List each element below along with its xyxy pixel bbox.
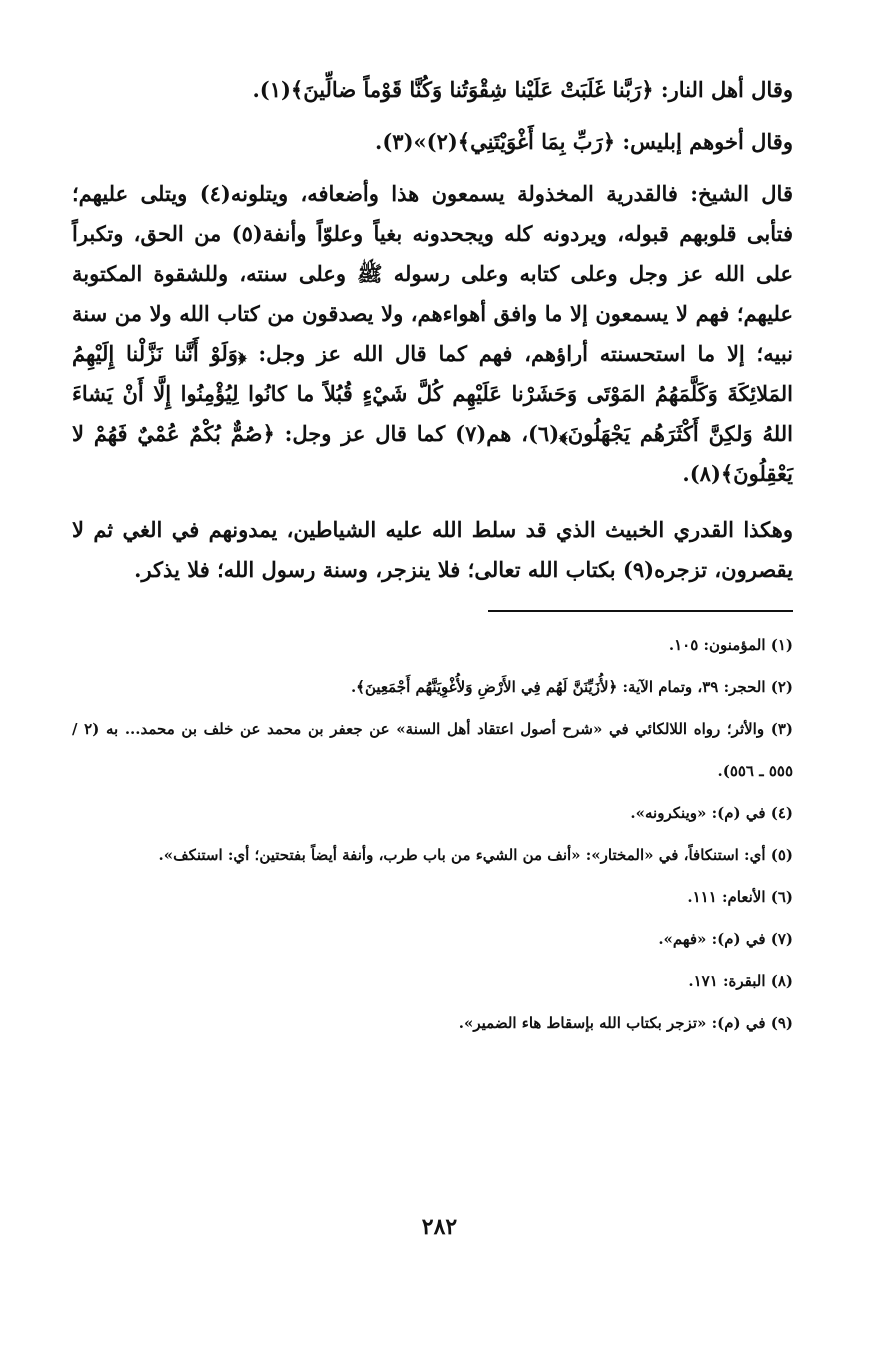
main-text	[72, 70, 793, 590]
footnote-4: (٤) في (م): «وينكرونه».	[630, 804, 793, 822]
page-number: ٢٨٢	[421, 1214, 458, 1240]
paragraph-2: وهكذا القدري الخبيث الذي قد سلط الله عليه الشياطين، يمدونهم في الغي ثم لا يقصرون، تزجره(٩) بكتاب الله تعالى؛ فلا ينزجر، وسنة رسول الله؛ فلا يذكر.	[72, 517, 793, 582]
text-line-1: وقال أهل النار: ﴿رَبَّنا غَلَبَتْ عَلَيْنا شِقْوَتُنا وَكُنَّا قَوْماً ضالِّينَ﴾(١).	[252, 77, 793, 102]
footnote-7: (٧) في (م): «فهم».	[658, 930, 793, 948]
footnote-divider	[488, 610, 793, 612]
footnote-8: (٨) البقرة: ١٧١.	[688, 972, 793, 990]
footnote-2: (٢) الحجر: ٣٩، وتمام الآية: ﴿لأُزَيِّنَنَّ لَهُم فِي الأَرْضِ وَلأُغْوِيَنَّهُم أَجْمَعِينَ﴾.	[350, 678, 793, 696]
footnote-1: (١) المؤمنون: ١٠٥.	[668, 636, 793, 654]
footnote-9: (٩) في (م): «تزجر بكتاب الله بإسقاط هاء الضمير».	[458, 1014, 793, 1032]
footnote-6: (٦) الأنعام: ١١١.	[687, 888, 793, 906]
paragraph-1: قال الشيخ: فالقدرية المخذولة يسمعون هذا وأضعافه، ويتلونه(٤) ويتلى عليهم؛ فتأبى قلوبهم قبوله، ويردونه كله ويجحدونه بغياً وعلوّاً وأنفة(٥) من الحق، وتكبراً على الله عز وجل وعلى كتابه وعلى رسوله ﷺ وعلى سنته، وللشقوة المكتوبة عليهم؛ فهم لا يسمعون إلا ما وافق أهواءهم، ولا يصدقون من كتاب الله ولا من سنة نبيه؛ إلا ما استحسنته أراؤهم، فهم كما قال الله عز وجل: ﴿وَلَوْ أَنَّنا نَزَّلْنا إِلَيْهِمُ المَلائِكَةَ وَكَلَّمَهُمُ المَوْتَى وَحَشَرْنا عَلَيْهِم كُلَّ شَيْءٍ قُبُلاً ما كانُوا لِيُؤْمِنُوا إِلَّا أَنْ يَشاءَ اللهُ وَلكِنَّ أَكْثَرَهُم يَجْهَلُونَ﴾(٦)، هم(٧) كما قال عز وجل: ﴿صُمٌّ بُكْمٌ عُمْيٌ فَهُمْ لا يَعْقِلُونَ﴾(٨).	[72, 181, 793, 486]
text-line-2: وقال أخوهم إبليس: ﴿رَبِّ بِمَا أَغْوَيْتَنِي﴾(٢)»(٣).	[375, 129, 793, 154]
footnote-3: (٣) والأثر؛ رواه اللالكائي في «شرح أصول اعتقاد أهل السنة» عن جعفر بن محمد عن خلف بن محمد... به (٢ / ٥٥٥ ـ ٥٥٦).	[72, 720, 794, 780]
footnotes	[72, 624, 793, 1044]
footnote-5: (٥) أي: استنكافاً، في «المختار»: «أنف من الشيء من باب طرب، وأنفة أيضاً بفتحتين؛ أي: استنكف».	[158, 846, 793, 864]
